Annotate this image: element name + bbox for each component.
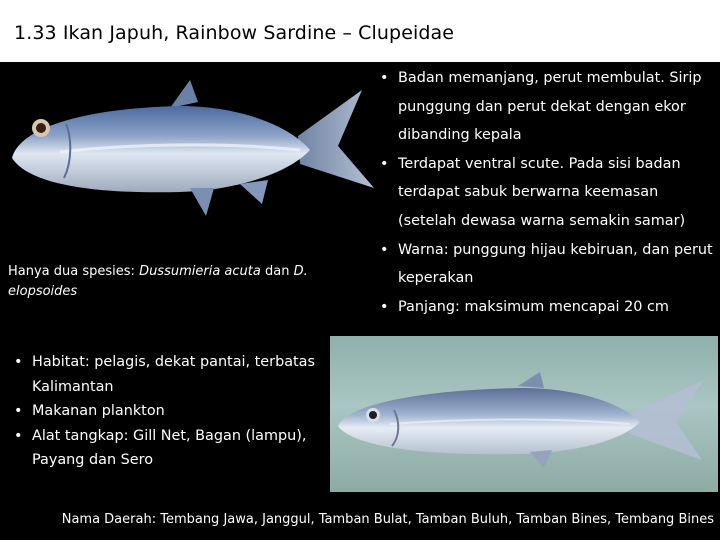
habitat-bullet: • Alat tangkap: Gill Net, Bagan (lampu), Payang dan Sero bbox=[12, 424, 322, 473]
description-bullet: • Badan memanjang, perut membulat. Sirip punggung dan perut dekat dengan ekor dibanding kepala bbox=[378, 64, 713, 150]
description-bullet-list bbox=[378, 64, 713, 321]
slide-title: 1.33 Ikan Japuh, Rainbow Sardine – Clupeidae bbox=[0, 0, 720, 62]
description-bullet: • Warna: punggung hijau kebiruan, dan perut keperakan bbox=[378, 236, 713, 293]
habitat-bullet: • Makanan plankton bbox=[12, 399, 322, 424]
fish-photo-teal-background bbox=[330, 336, 718, 492]
habitat-bullet-list bbox=[12, 350, 322, 473]
species-name-2: D. elopsoides bbox=[8, 264, 308, 299]
description-bullet: • Terdapat ventral scute. Pada sisi badan terdapat sabuk berwarna keemasan (setelah dewasa warna semakin samar) bbox=[378, 150, 713, 236]
local-names-footer: Nama Daerah: Tembang Jawa, Janggul, Tamban Bulat, Tamban Buluh, Tamban Bines, Tembang Bines bbox=[61, 512, 714, 527]
caption-prefix: Hanya dua spesies: bbox=[8, 264, 140, 279]
habitat-bullet: • Habitat: pelagis, dekat pantai, terbatas Kalimantan bbox=[12, 350, 322, 399]
fish-photo-black-background bbox=[0, 66, 383, 238]
species-name-1: Dussumieria acuta bbox=[139, 264, 261, 279]
species-caption bbox=[8, 262, 348, 302]
caption-mid: dan bbox=[260, 264, 294, 279]
description-bullet: • Panjang: maksimum mencapai 20 cm bbox=[378, 293, 713, 322]
